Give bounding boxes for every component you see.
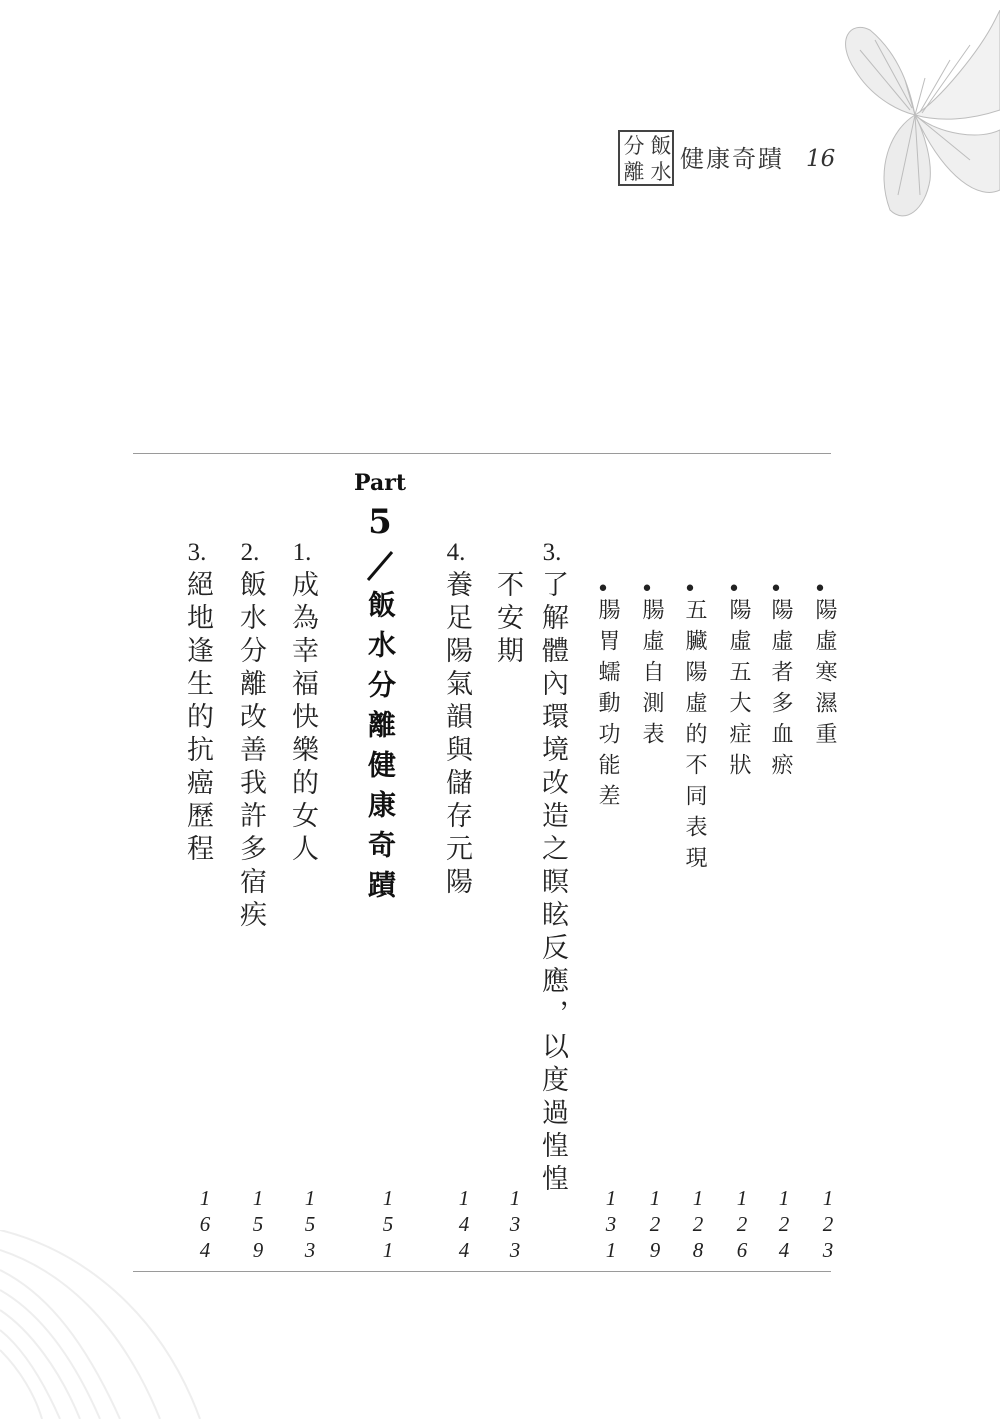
toc-sub-item[interactable] [714, 540, 754, 1264]
toc-sub-item[interactable] [627, 540, 667, 1264]
bullet-icon: • [683, 577, 697, 602]
logo-char: 離 [623, 160, 645, 184]
bullet-icon: • [813, 577, 827, 602]
toc-entry-number: 2. [240, 539, 260, 566]
toc-entry-page: 159 [246, 1186, 270, 1264]
toc-entry-number: 1. [292, 539, 312, 566]
toc-entry-title: 飯水分離改善我許多宿疾 [235, 570, 266, 933]
logo-char: 飯 [650, 134, 672, 158]
toc-sub-item[interactable] [800, 540, 840, 1264]
wave-decoration [0, 1230, 260, 1419]
part-label: Part [354, 470, 406, 496]
toc-entry-title: 腸虛自測表 [639, 598, 664, 753]
part-title: 飯水分離健康奇蹟 [364, 590, 397, 910]
toc-sub-item[interactable] [583, 540, 623, 1264]
toc-entry-page: 123 [816, 1186, 840, 1264]
logo-char: 分 [623, 134, 645, 158]
part-page: 151 [376, 1186, 400, 1264]
toc-entry-page: 129 [643, 1186, 667, 1264]
toc-entry-title: 養足陽氣韻與儲存元陽 [441, 570, 472, 900]
bullet-icon: • [769, 577, 783, 602]
part-number: 5 [368, 502, 392, 542]
page-number: 16 [806, 146, 836, 172]
part-heading[interactable] [350, 470, 410, 1264]
book-logo [618, 130, 674, 186]
toc-entry-title-continued: 不安期 [492, 570, 523, 669]
toc-entry-page: 124 [772, 1186, 796, 1264]
toc-entry-title: 絕地逢生的抗癌歷程 [182, 570, 213, 867]
toc-sub-item[interactable] [670, 540, 710, 1264]
toc-entry-title: 陽虛五大症狀 [726, 598, 751, 784]
toc-entry-page: 126 [730, 1186, 754, 1264]
toc-entry-title: 陽虛寒濕重 [812, 598, 837, 753]
toc-entry-number: 3. [542, 539, 562, 566]
bullet-icon: • [640, 577, 654, 602]
toc-entry-title: 五臟陽虛的不同表現 [682, 598, 707, 877]
running-header-title: 健康奇蹟 [680, 145, 784, 173]
toc-entry-page: 153 [298, 1186, 322, 1264]
toc-entry-page: 164 [193, 1186, 217, 1264]
toc-item-3-continued[interactable] [487, 540, 527, 1264]
top-divider [133, 453, 831, 454]
toc-entry-page: 128 [686, 1186, 710, 1264]
logo-char: 水 [650, 160, 672, 184]
bullet-icon: • [596, 577, 610, 602]
toc-part-item-2[interactable] [230, 539, 270, 1264]
toc-entry-page: 133 [503, 1186, 527, 1264]
toc-entry-page: 131 [599, 1186, 623, 1264]
slash-divider-icon [364, 550, 396, 582]
toc-entry-title: 腸胃蠕動功能差 [595, 598, 620, 815]
toc-entry-number: 3. [187, 539, 207, 566]
butterfly-illustration [830, 10, 1000, 230]
toc-item-4[interactable] [436, 539, 476, 1264]
toc-entry-title: 陽虛者多血瘀 [768, 598, 793, 784]
bullet-icon: • [727, 577, 741, 602]
toc-part-item-1[interactable] [282, 539, 322, 1264]
bottom-divider [133, 1271, 831, 1272]
toc-entry-title: 了解體內環境改造之瞑眩反應，以度過惶惶 [537, 570, 568, 1197]
toc-entry-number: 4. [446, 539, 466, 566]
toc-item-3[interactable] [532, 540, 572, 1260]
toc-entry-title: 成為幸福快樂的女人 [287, 570, 318, 867]
toc-part-item-3[interactable] [177, 539, 217, 1264]
toc-entry-page: 144 [452, 1186, 476, 1264]
toc-sub-item[interactable] [756, 540, 796, 1264]
